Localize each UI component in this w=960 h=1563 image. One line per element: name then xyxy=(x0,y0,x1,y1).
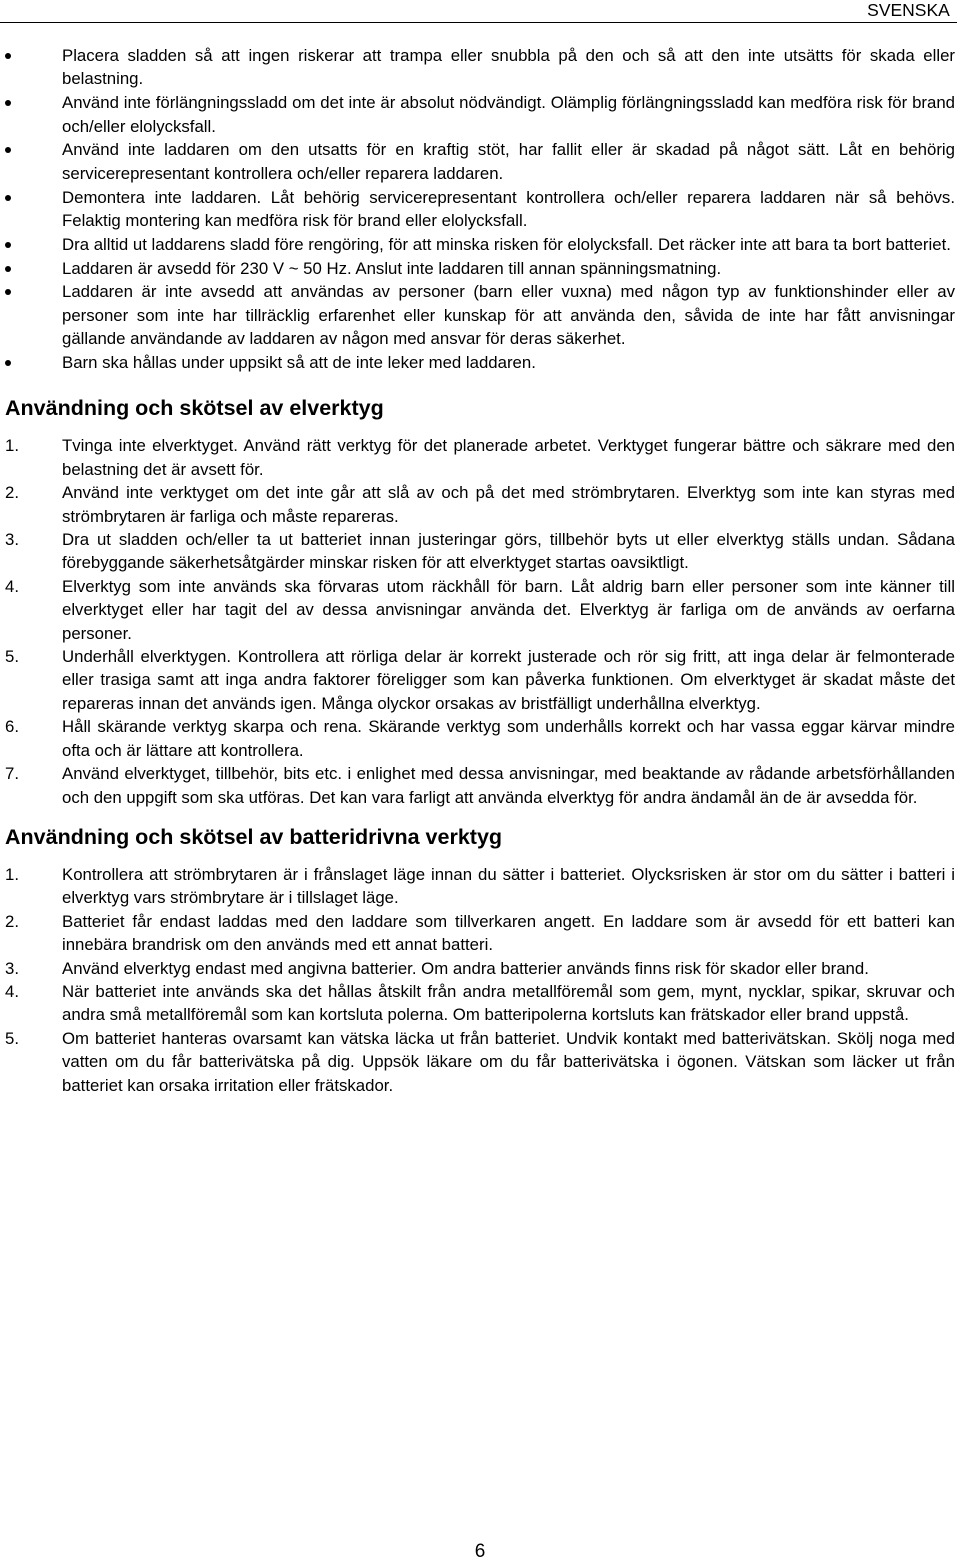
bullet-text: Dra alltid ut laddarens sladd före rengöring, för att minska risken för elolycksfall. Det räcker inte att bara ta bort batteriet. xyxy=(62,234,951,254)
item-text: Kontrollera att strömbrytaren är i frånslaget läge innan du sätter i batteriet. Olycksrisken är stor om du sätter i batteri i elverktyg vars strömbrytare är i tillslaget läge. xyxy=(62,864,955,908)
bullet-item xyxy=(5,44,955,91)
list-item xyxy=(5,645,955,715)
item-text: Håll skärande verktyg skarpa och rena. Skärande verktyg som underhålls korrekt och har vassa eggar kärvar mindre ofta och är lättare att kontrollera. xyxy=(62,717,955,760)
item-number: 2. xyxy=(5,483,19,503)
list-item xyxy=(5,863,955,910)
bullet-dot-icon xyxy=(5,266,11,272)
list-item xyxy=(5,1027,955,1097)
page-number xyxy=(0,1541,960,1563)
list-item xyxy=(5,434,955,481)
list-item xyxy=(5,575,955,645)
item-number: 1. xyxy=(5,864,19,884)
bullet-dot-icon xyxy=(5,100,11,106)
header-language-label: SVENSKA xyxy=(867,0,950,20)
section-heading-power-tools: Användning och skötsel av elverktyg xyxy=(5,396,384,421)
item-text: Om batteriet hanteras ovarsamt kan vätska läcka ut från batteriet. Undvik kontakt med batterivätskan. Skölj noga med vatten om du får batterivätska på dig. Uppsök läkare om du får batterivätska i ögonen. Vätskan som läcker ut från batteriet kan orsaka irritation eller frätskador. xyxy=(62,1028,955,1095)
bullet-item xyxy=(5,280,955,350)
item-number: 6. xyxy=(5,717,19,737)
item-number: 4. xyxy=(5,576,19,596)
page-number-text: 6 xyxy=(474,1541,486,1562)
bullet-dot-icon xyxy=(5,242,11,248)
item-number: 3. xyxy=(5,958,19,978)
item-number: 7. xyxy=(5,764,19,784)
bullet-dot-icon xyxy=(5,147,11,153)
list-item xyxy=(5,481,955,528)
section-heading-battery-tools: Användning och skötsel av batteridrivna verktyg xyxy=(5,824,503,849)
bullet-text: Barn ska hållas under uppsikt så att de inte leker med laddaren. xyxy=(62,353,536,373)
list-item xyxy=(5,762,955,809)
bullet-dot-icon xyxy=(5,289,11,295)
item-number: 5. xyxy=(5,647,19,667)
item-number: 3. xyxy=(5,530,19,550)
list-item xyxy=(5,957,955,980)
bullet-item xyxy=(5,138,955,185)
bullet-text: Demontera inte laddaren. Låt behörig servicerepresentant kontrollera och/eller reparera laddaren när så behövs. Felaktig montering kan medföra risk för brand eller elolycksfall. xyxy=(62,187,955,231)
bullet-text: Laddaren är avsedd för 230 V ~ 50 Hz. Anslut inte laddaren till annan spänningsmatning. xyxy=(62,258,722,278)
bullet-item xyxy=(5,257,955,280)
bullet-text: Placera sladden så att ingen riskerar att trampa eller snubbla på den och så att den inte utsätts för skada eller belastning. xyxy=(62,46,955,89)
item-number: 1. xyxy=(5,436,19,456)
power-tools-list xyxy=(5,434,955,809)
item-text: Underhåll elverktygen. Kontrollera att rörliga delar är korrekt justerade och rör sig fritt, att inga delar är felmonterade eller trasiga samt att inga andra faktorer föreligger som kan påverka funktionen. Om elverktyget är skadat måste det repareras innan det används igen. Många olyckor orsakas av bristfälligt underhållna elverktyg. xyxy=(62,647,955,713)
bullet-text: Använd inte förlängningssladd om det inte är absolut nödvändigt. Olämplig förlängningssladd kan medföra risk för brand och/eller elolycksfall. xyxy=(62,93,955,136)
item-text: Använd elverktyget, tillbehör, bits etc. i enlighet med dessa anvisningar, med beaktande av rådande arbetsförhållanden och den uppgift som ska utföras. Det kan vara farligt att använda elverktyg för andra ändamål än de är avsedda för. xyxy=(62,764,955,807)
bullet-item xyxy=(5,233,955,256)
document-body xyxy=(5,44,955,1097)
battery-tools-list xyxy=(5,863,955,1097)
bullet-dot-icon xyxy=(5,53,11,59)
item-text: Använd elverktyg endast med angivna batterier. Om andra batterier används finns risk för skador eller brand. xyxy=(62,958,869,978)
item-text: Tvinga inte elverktyget. Använd rätt verktyg för det planerade arbetet. Verktyget fungerar bättre och säkrare med den belastning det är avsett för. xyxy=(62,436,955,479)
header-divider xyxy=(0,22,957,23)
charger-safety-list xyxy=(5,44,955,374)
item-number: 4. xyxy=(5,981,19,1001)
bullet-text: Laddaren är inte avsedd att användas av personer (barn eller vuxna) med någon typ av funktionshinder eller av personer som inte har tillräcklig erfarenhet eller kunskap för att använda den, såvida de inte har fått anvisningar gällande användande av laddaren av någon med ansvar för deras säkerhet. xyxy=(62,282,955,349)
bullet-dot-icon xyxy=(5,195,11,201)
page-header xyxy=(0,0,957,21)
item-text: Batteriet får endast laddas med den laddare som tillverkaren angett. En laddare som är avsedd för ett batteri kan innebära brandrisk om den används med ett annat batteri. xyxy=(62,911,955,955)
bullet-item xyxy=(5,186,955,233)
item-text: När batteriet inte används ska det hållas åtskilt från andra metallföremål som gem, mynt, nycklar, spikar, skruvar och andra små metallföremål som kan kortsluta polerna. Om batteripolerna kortsluts kan frätskador eller brand uppstå. xyxy=(62,981,955,1025)
list-item xyxy=(5,528,955,575)
bullet-dot-icon xyxy=(5,360,11,366)
item-number: 5. xyxy=(5,1028,19,1048)
item-text: Dra ut sladden och/eller ta ut batteriet innan justeringar görs, tillbehör byts ut eller elverktyg ställs undan. Sådana förebyggande säkerhetsåtgärder minskar risken för att elverktyget startas oavsiktligt. xyxy=(62,530,955,573)
list-item xyxy=(5,910,955,957)
bullet-item xyxy=(5,91,955,138)
item-text: Elverktyg som inte används ska förvaras utom räckhåll för barn. Låt aldrig barn eller personer som inte känner till elverktyget eller har tagit del av dessa anvisningar använda det. Elverktyg är farliga om de används av oerfarna personer. xyxy=(62,576,955,643)
list-item xyxy=(5,715,955,762)
bullet-text: Använd inte laddaren om den utsatts för en kraftig stöt, har fallit eller är skadad på något sätt. Låt en behörig servicerepresentant kontrollera och/eller reparera laddaren. xyxy=(62,140,955,183)
item-number: 2. xyxy=(5,911,19,931)
bullet-item xyxy=(5,351,955,374)
list-item xyxy=(5,980,955,1027)
item-text: Använd inte verktyget om det inte går att slå av och på det med strömbrytaren. Elverktyg som inte kan styras med strömbrytaren är farliga och måste repareras. xyxy=(62,483,955,526)
